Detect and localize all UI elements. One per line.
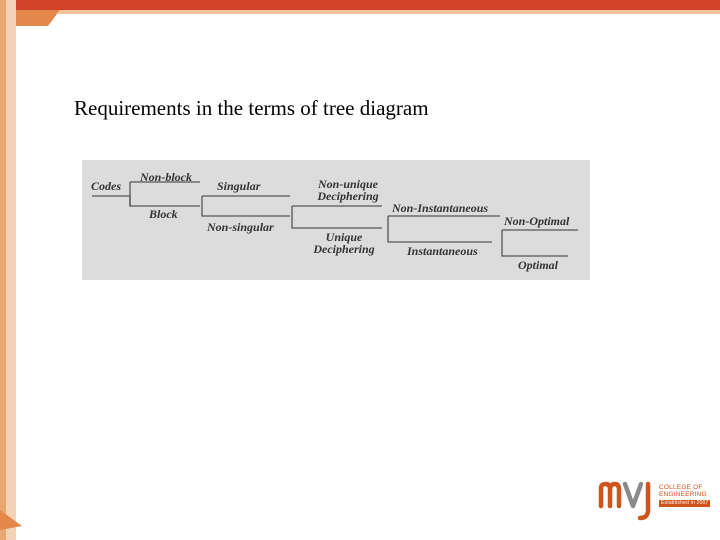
edge-instant-split: [388, 216, 500, 242]
left-decorative-strip: [0, 0, 26, 540]
edge-optimal-split: [502, 230, 578, 256]
slide-title: Requirements in the terms of tree diagram: [74, 96, 429, 120]
logo-college-line2: ENGINEERING: [659, 491, 707, 498]
edge-unique-split: [292, 206, 382, 228]
logo-college-line1: COLLEGE OF: [659, 484, 703, 491]
node-instantaneous: Instantaneous: [407, 244, 478, 258]
edge-codes: [92, 196, 130, 206]
node-non-block: Non-block: [140, 170, 192, 184]
tree-diagram: [82, 160, 590, 280]
top-decorative-band: [0, 0, 720, 26]
node-non-unique-deciphering: Non-unique Deciphering: [317, 177, 379, 203]
node-non-optimal: Non-Optimal: [504, 214, 570, 228]
node-non-singular: Non-singular: [207, 220, 274, 234]
node-singular: Singular: [217, 179, 261, 193]
node-block: Block: [149, 207, 178, 221]
node-optimal: Optimal: [518, 258, 559, 272]
edge-singular-split: [202, 196, 290, 216]
logo-text: [659, 484, 710, 507]
node-codes: Codes: [91, 179, 121, 193]
node-unique-deciphering: Unique Deciphering: [313, 230, 375, 256]
node-non-instantaneous: Non-Instantaneous: [392, 201, 489, 215]
college-logo: [598, 476, 716, 524]
edge-block-split: [130, 182, 200, 206]
mvj-logo-mark: [598, 476, 658, 522]
logo-established: Established in 2007: [661, 500, 709, 506]
